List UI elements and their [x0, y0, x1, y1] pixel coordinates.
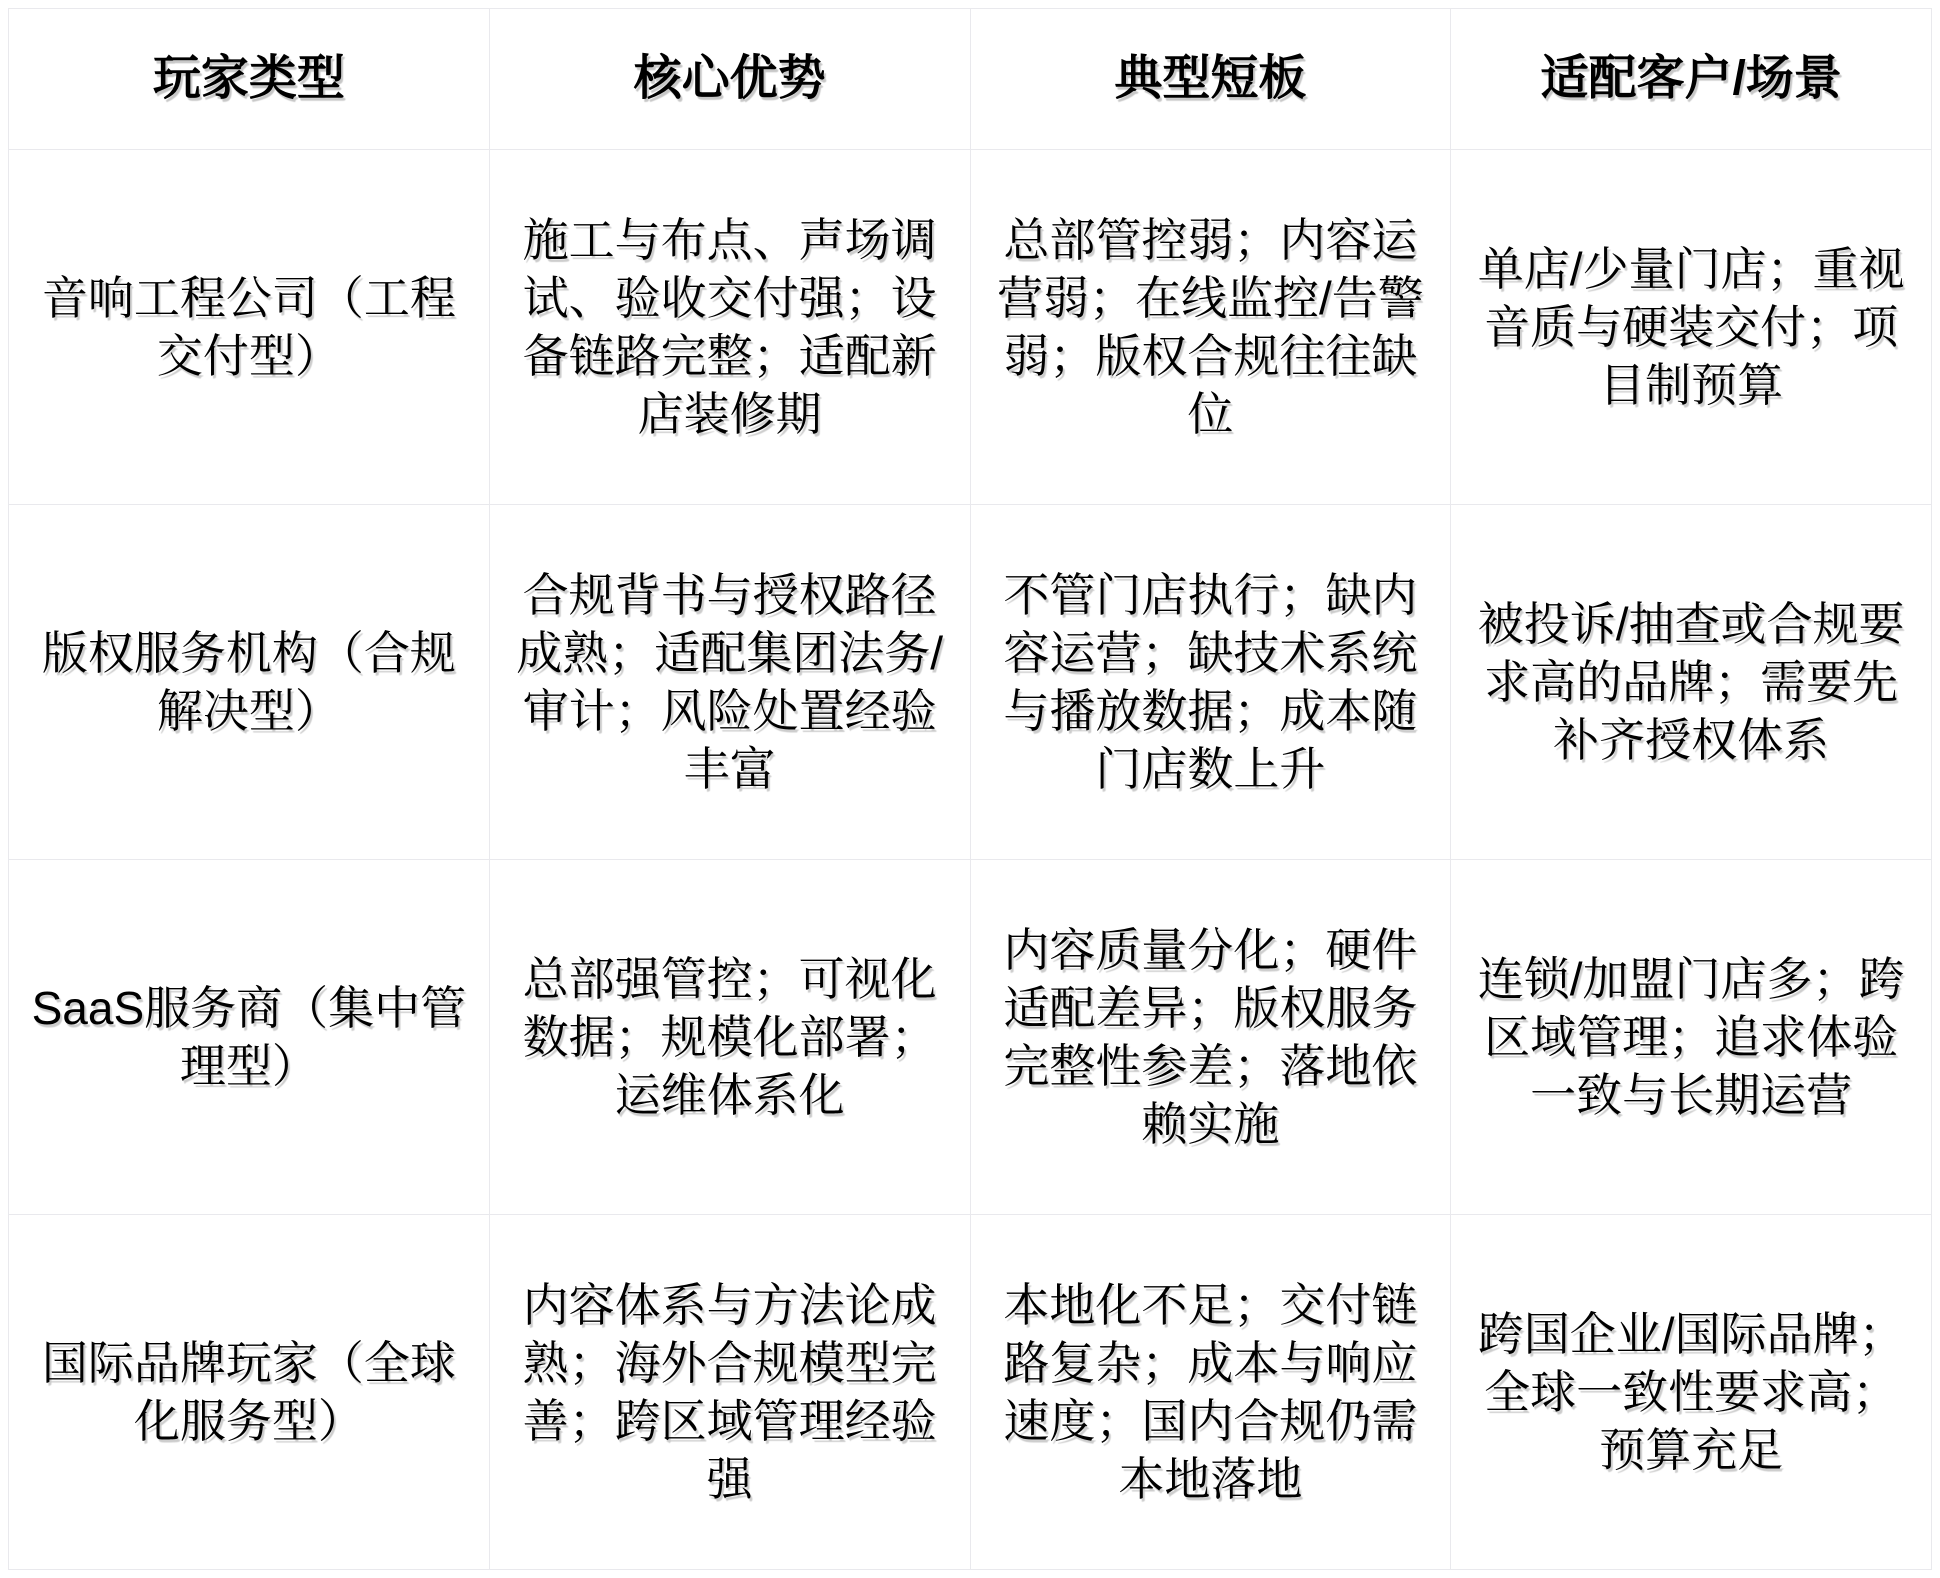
table-row — [9, 1215, 1932, 1570]
table-cell: 版权服务机构（合规解决型） — [9, 505, 490, 860]
table-row — [9, 860, 1932, 1215]
table-cell: 本地化不足；交付链路复杂；成本与响应速度；国内合规仍需本地落地 — [970, 1215, 1451, 1570]
table-cell: 连锁/加盟门店多；跨区域管理；追求体验一致与长期运营 — [1451, 860, 1932, 1215]
table-body — [9, 150, 1932, 1570]
table-cell: 总部管控弱；内容运营弱；在线监控/告警弱；版权合规往往缺位 — [970, 150, 1451, 505]
table-cell: 施工与布点、声场调试、验收交付强；设备链路完整；适配新店装修期 — [489, 150, 970, 505]
table-row — [9, 150, 1932, 505]
table-row — [9, 505, 1932, 860]
table-cell: 单店/少量门店；重视音质与硬装交付；项目制预算 — [1451, 150, 1932, 505]
table-cell: 总部强管控；可视化数据；规模化部署；运维体系化 — [489, 860, 970, 1215]
table-cell: 音响工程公司（工程交付型） — [9, 150, 490, 505]
header-row — [9, 9, 1932, 150]
player-comparison-table — [8, 8, 1932, 1570]
column-header-1: 核心优势 — [489, 9, 970, 150]
table-cell: 内容体系与方法论成熟；海外合规模型完善；跨区域管理经验强 — [489, 1215, 970, 1570]
column-header-3: 适配客户/场景 — [1451, 9, 1932, 150]
table-cell: SaaS服务商（集中管理型） — [9, 860, 490, 1215]
column-header-0: 玩家类型 — [9, 9, 490, 150]
table-cell: 内容质量分化；硬件适配差异；版权服务完整性参差；落地依赖实施 — [970, 860, 1451, 1215]
column-header-2: 典型短板 — [970, 9, 1451, 150]
table-cell: 合规背书与授权路径成熟；适配集团法务/审计；风险处置经验丰富 — [489, 505, 970, 860]
table-cell: 跨国企业/国际品牌；全球一致性要求高；预算充足 — [1451, 1215, 1932, 1570]
table-cell: 被投诉/抽查或合规要求高的品牌；需要先补齐授权体系 — [1451, 505, 1932, 860]
table-cell: 不管门店执行；缺内容运营；缺技术系统与播放数据；成本随门店数上升 — [970, 505, 1451, 860]
table-cell: 国际品牌玩家（全球化服务型） — [9, 1215, 490, 1570]
